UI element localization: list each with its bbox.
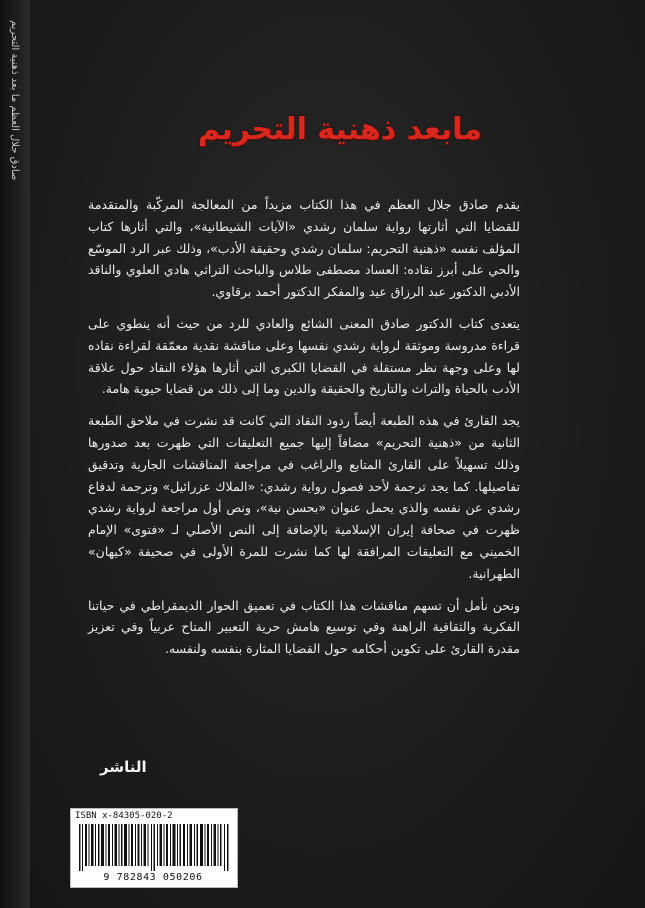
publisher-signature: الناشر [100, 758, 147, 776]
book-spine [0, 0, 30, 908]
blurb-paragraph-4: ونحن نأمل أن تسهم مناقشات هذا الكتاب في تعميق الحوار الديمقراطي في حياتنا الفكرية والثقافية الراهنة وفي توسيع هامش حرية التعبير المتاح عربياً وفي تعزيز مقدرة القارئ على تكوين أحكامه حول القضايا المثارة بنفسه ولنفسه. [88, 597, 520, 657]
blurb-paragraph-1: يقدم صادق جلال العظم في هذا الكتاب مزيداً من المعالجة المركّبة والمتقدمة للقضايا التي أثارتها رواية سلمان رشدي «الآيات الشيطانية»، والتي أثارها كتاب المؤلف نفسه «ذهنية التحريم: سلمان رشدي وحقيقة الأدب»، وذلك عبر الرد الموسّع والحي على أبرز نقاده: العساد مصطفى طلاس والباحث التراثي هادي العلوي والناقد الأدبي الدكتور عبد الرزاق عيد والمفكر الدكتور أحمد برقاوي. [88, 197, 520, 300]
isbn-number: ISBN x-84305-020-2 [75, 811, 173, 821]
blurb-text [88, 194, 520, 670]
blurb-paragraph-2: يتعدى كتاب الدكتور صادق المعنى الشائع والعادي للرد من حيث أنه ينطوي على قراءة مدروسة وموثقة لرواية رشدي نفسها وعلى مناقشة نقدية معمّقة لقراءة نقاده لها وعلى وجهة نظر مستقلة في القضايا الكبرى التي أثارها هؤلاء النقاد حول علاقة الأدب بالحياة والتراث والتاريخ والحقيقة والدين وما إلى ذلك من قضايا حيوية هامة. [88, 315, 520, 397]
blurb-paragraph-3: يجد القارئ في هذه الطبعة أيضاً ردود النقاد التي كانت قد نشرت في ملاحق الطبعة الثانية من «ذهنية التحريم» مضافاً إليها جميع التعليقات التي ظهرت بعد صدورها وذلك تسهيلاً على القارئ المتابع والراغب في مراجعة المناقشات الجارية وتدقيق تفاصيلها. كما يجد ترجمة لأحد فصول رواية رشدي: «الملاك عزرائيل» وترجمة لدفاع رشدي عن نفسه والذي يحمل عنوان «بحسن نية»، ونص أول مراجعة لرواية رشدي ظهرت في صحافة إيران الإسلامية بالإضافة إلى النص الأصلي لـ «فتوى» الإمام الخميني مع التعليقات المرافقة لها كما نشرت للمرة الأولى في صحيفة «كيهان» الطهرانية. [88, 413, 520, 581]
barcode-digits: 9 782843 050206 [103, 872, 203, 883]
spine-title: صادق جلال العظم ما بعد ذهنية التحريم [9, 20, 20, 181]
barcode-icon [77, 824, 231, 871]
isbn-barcode [70, 808, 238, 888]
book-title: مابعد ذهنية التحريم [197, 112, 482, 147]
